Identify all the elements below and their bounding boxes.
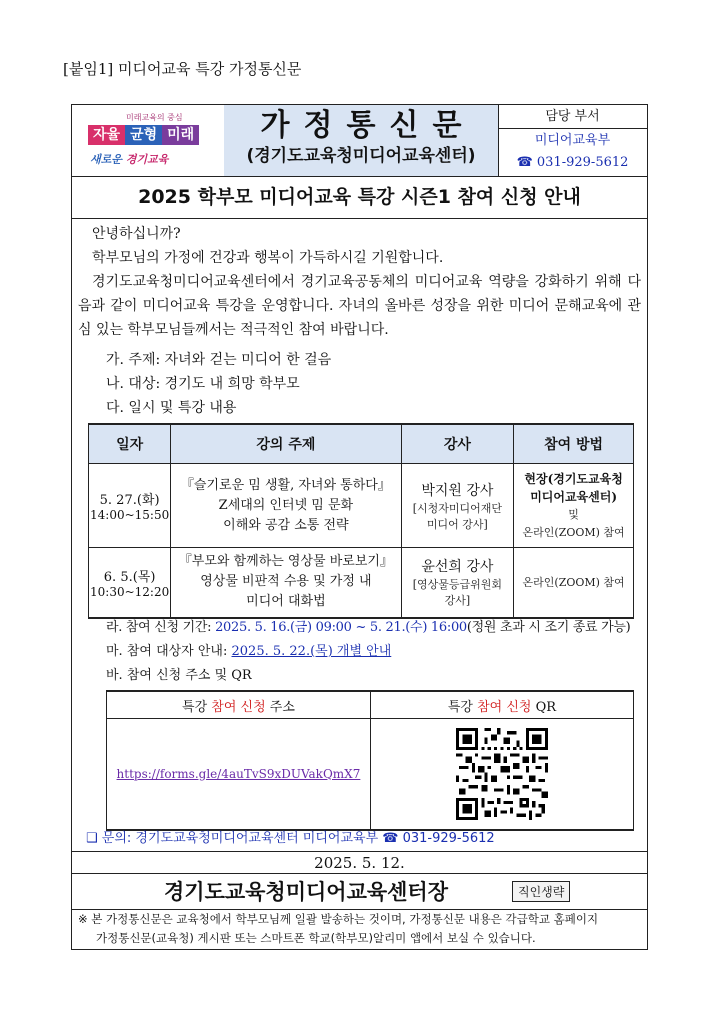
row2-topic-title: 『부모와 함께하는 영상물 바로보기』 xyxy=(178,554,393,570)
guide-label: 마. 참여 대상자 안내: xyxy=(106,644,232,659)
dept-label: 담당 부서 xyxy=(498,105,647,129)
logo-tagline: 미래교육의 중심 xyxy=(126,113,183,122)
title-block xyxy=(224,105,499,176)
schedule-table xyxy=(88,423,634,619)
row2-date-day: 6. 5.(목) xyxy=(103,569,156,585)
row1-date xyxy=(89,464,171,548)
row2-date xyxy=(89,548,171,618)
row1-lecturer-affil2: 미디어 강사] xyxy=(426,517,488,531)
footer-note xyxy=(72,909,647,950)
logo-word-1: 자율 xyxy=(88,125,125,145)
col-header-topic: 강의 주제 xyxy=(171,424,401,464)
row1-lecturer-name: 박지원 강사 xyxy=(421,482,494,499)
attachment-title: [붙임1] 미디어교육 특강 가정통신문 xyxy=(63,60,302,78)
greeting: 안녕하십니까? xyxy=(92,226,181,242)
logo-words xyxy=(88,125,199,145)
department-block xyxy=(498,105,647,176)
row2-method-line1: 온라인(ZOOM) 참여 xyxy=(522,576,625,590)
greeting-line-2: 학부모님의 가정에 건강과 행복이 가득하시길 기원합니다. xyxy=(92,250,444,266)
notice-frame xyxy=(71,104,648,950)
seal-omitted: 직인생략 xyxy=(512,881,570,902)
row2-lecturer-affil2: 강사] xyxy=(444,594,471,608)
dept-name: 미디어교육부 xyxy=(534,133,611,148)
item-ga: 가. 주제: 자녀와 걷는 미디어 한 걸음 xyxy=(106,352,332,368)
footer-line-2: 가정통신문(교육청) 게시판 또는 스마트폰 학교(학부모)알리미 앱에서 보실 수 있습니다. xyxy=(96,931,536,945)
item-ma xyxy=(106,641,391,663)
col-header-lecturer: 강사 xyxy=(401,424,514,464)
row1-method-line2: 미디어교육센터) xyxy=(530,489,618,504)
address-cell xyxy=(107,719,371,831)
row2-topic xyxy=(171,548,401,618)
table-row xyxy=(89,464,634,548)
row2-topic-line3: 미디어 대화법 xyxy=(246,594,326,610)
page-subtitle: (경기도교육청미디어교육센터) xyxy=(246,146,476,166)
qr-header xyxy=(370,691,633,719)
page-title: 가정통신문 xyxy=(260,108,476,143)
row1-method-line4: 온라인(ZOOM) 참여 xyxy=(522,525,625,539)
item-da: 다. 일시 및 특강 내용 xyxy=(106,400,237,416)
qr-header-suffix: QR xyxy=(531,699,557,715)
org-name: 경기도교육청미디어교육센터장 xyxy=(164,880,449,904)
logo xyxy=(72,105,225,176)
row2-method xyxy=(514,548,634,618)
row2-lecturer xyxy=(401,548,514,618)
row1-topic-line2: Z세대의 인터넷 밈 문화 xyxy=(218,497,354,513)
dept-phone: ☎ 031-929-5612 xyxy=(516,155,629,170)
row1-topic xyxy=(171,464,401,548)
item-na: 나. 대상: 경기도 내 희망 학부모 xyxy=(106,376,300,392)
row1-date-time: 14:00~15:50 xyxy=(90,508,170,522)
schedule-header-row xyxy=(89,424,634,464)
qr-header-prefix: 특강 xyxy=(447,699,478,715)
period-value: 2025. 5. 16.(금) 09:00 ~ 5. 21.(수) 16:00 xyxy=(215,620,467,635)
contact-info: ❑ 문의: 경기도교육청미디어교육센터 미디어교육부 ☎ 031-929-5612 xyxy=(86,831,495,846)
row1-topic-title: 『슬기로운 밈 생활, 자녀와 통하다』 xyxy=(180,477,391,493)
row2-topic-line2: 영상물 비판적 수용 및 가정 내 xyxy=(200,574,372,590)
registration-header-row xyxy=(107,691,634,719)
address-header-suffix: 주소 xyxy=(265,699,295,715)
logo-slogan-2: 경기교육 xyxy=(125,153,169,166)
item-ra xyxy=(106,617,630,639)
address-header xyxy=(107,691,371,719)
registration-link[interactable]: https://forms.gle/4auTvS9xDUVakQmX7 xyxy=(116,766,361,781)
period-note: (정원 초과 시 조기 종료 가능) xyxy=(466,620,631,635)
row1-method-line3: 및 xyxy=(568,507,579,521)
registration-table xyxy=(106,690,634,831)
guide-value: 2025. 5. 22.(목) 개별 안내 xyxy=(231,644,392,659)
row1-lecturer xyxy=(401,464,514,548)
qr-header-red: 참여 신청 xyxy=(477,699,532,715)
row1-method-line1: 현장(경기도교육청 xyxy=(524,471,623,486)
header xyxy=(72,105,647,177)
logo-word-2: 균형 xyxy=(125,125,162,145)
item-ba: 바. 참여 신청 주소 및 QR xyxy=(106,668,252,683)
logo-slogan xyxy=(90,151,168,167)
qr-code-icon[interactable] xyxy=(456,728,548,820)
table-row xyxy=(89,548,634,618)
row2-lecturer-name: 윤선희 강사 xyxy=(421,559,494,576)
issue-date: 2025. 5. 12. xyxy=(72,851,647,874)
footer-line-1: ※ 본 가정통신문은 교육청에서 학부모님께 일괄 발송하는 것이며, 가정통신문 내용은 각급학교 홈페이지 xyxy=(78,912,599,926)
notice-title: 2025 학부모 미디어교육 특강 시즌1 참여 신청 안내 xyxy=(72,176,647,219)
qr-cell xyxy=(370,719,633,831)
logo-word-3: 미래 xyxy=(162,125,199,145)
row1-date-day: 5. 27.(화) xyxy=(99,493,160,508)
col-header-date: 일자 xyxy=(89,424,171,464)
address-header-prefix: 특강 xyxy=(182,699,212,715)
intro-paragraph: 경기도교육청미디어교육센터에서 경기교육공동체의 미디어교육 역량을 강화하기 위해 다음과 같이 미디어교육 특강을 운영합니다. 자녀의 올바른 성장을 위한 미디어 문해교육에 관심 있는 학부모님들께서는 적극적인 참여 바랍니다. xyxy=(78,274,641,338)
signature-row xyxy=(72,873,647,910)
row2-lecturer-affil1: [영상물등급위원회 xyxy=(412,578,503,592)
logo-slogan-1: 새로운 xyxy=(90,153,122,166)
row1-lecturer-affil1: [시청자미디어재단 xyxy=(412,501,503,515)
col-header-method: 참여 방법 xyxy=(514,424,634,464)
period-label: 라. 참여 신청 기간: xyxy=(106,620,216,635)
body-text xyxy=(72,222,647,342)
row1-topic-line3: 이해와 공감 소통 전략 xyxy=(223,517,349,533)
row2-date-time: 10:30~12:20 xyxy=(90,584,170,599)
address-header-red: 참여 신청 xyxy=(211,699,266,715)
registration-row xyxy=(107,719,634,831)
row1-method xyxy=(514,464,634,548)
